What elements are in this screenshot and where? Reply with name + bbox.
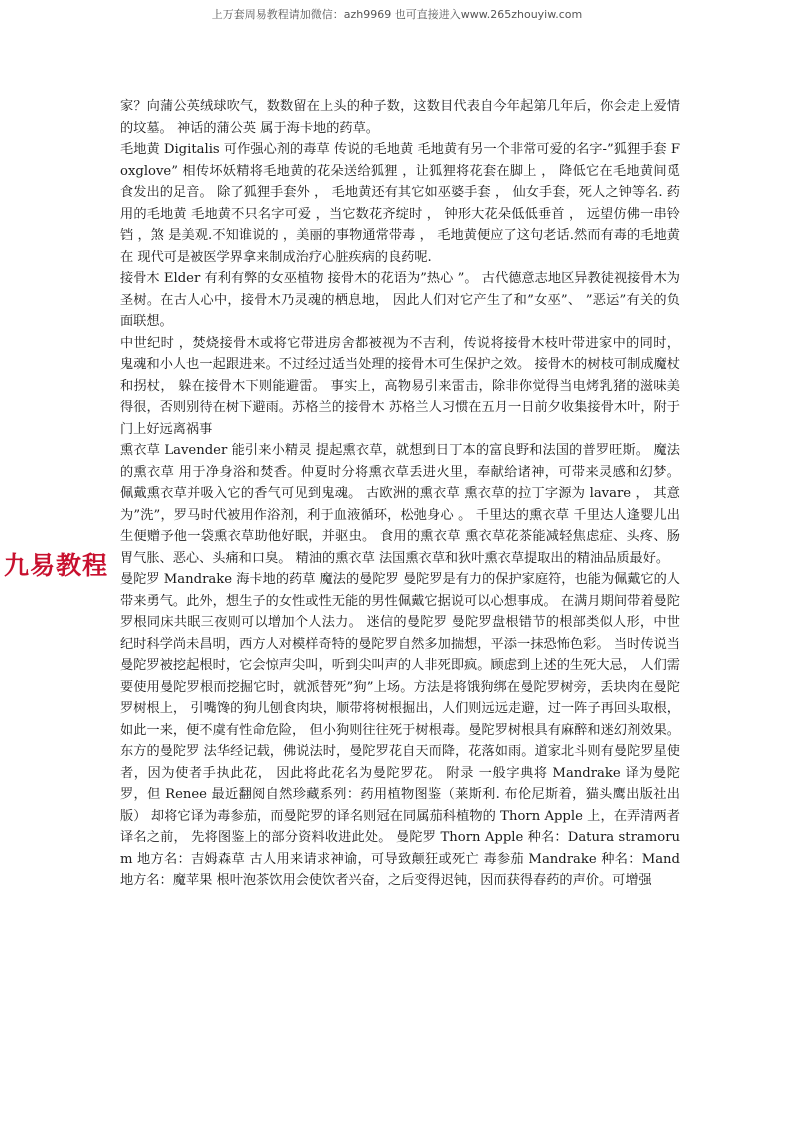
page-header: 上万套周易教程请加微信：azh9969 也可直接进入www.265zhouyiw.com: [211, 8, 583, 21]
paragraph-foxglove: 毛地黄 Digitalis 可作强心剂的毒草 传说的毛地黄 毛地黄有另一个非常可爱的名字-”狐狸手套 Foxglove” 相传坏妖精将毛地黄的花朵送给狐狸 ，让狐狸将花套在脚上 ， 降低它在毛地黄间觅食发出的足音。 除了狐狸手套外 ， 毛地黄还有其它如巫婆手套 ， 仙女手套，死人之钟等名. 药用的毛地黄 毛地黄不只名字可爱 ，当它数花齐绽时 ， 钟形大花朵低低垂首 ， 远望仿佛一串铃铛 ，煞 是美观.不知谁说的 ，美丽的事物通常带毒 ， 毛地黄便应了这句老话.然而有毒的毛地黄在 现代可是被医学界拿来制成治疗心脏疾病的良药呢.: [120, 142, 680, 265]
paragraph-mandrake: 曼陀罗 Mandrake 海卡地的药草 魔法的曼陀罗 曼陀罗是有力的保护家庭符，也能为佩戴它的人带来勇气。此外，想生子的女性或性无能的男性佩戴它据说可以心想事成。 在满月期间带着曼陀罗根同床共眠三夜则可以增加个人法力。 迷信的曼陀罗 曼陀罗盘根错节的根部类似人形，中世纪时科学尚未昌明，西方人对模样奇特的曼陀罗自然多加揣想，平添一抹恐怖色彩。 当时传说当曼陀罗被挖起根时，它会惊声尖叫，听到尖叫声的人非死即疯。顾虑到上述的生死大忌， 人们需要使用曼陀罗根而挖掘它时，就派替死”狗”上场。方法是将饿狗绑在曼陀罗树旁，丢块肉在曼陀罗树根上， 引嘴馋的狗儿刨食肉块，顺带将树根掘出，人们则远远走避，过一阵子再回头取根，如此一来，便不虞有性命危险， 但小狗则往往死于树根毒。曼陀罗树根具有麻醉和迷幻剂效果。 东方的曼陀罗 法华经记载，佛说法时，曼陀罗花自天而降，花落如雨。道家北斗则有曼陀罗星使者，因为使者手执此花， 因此将此花名为曼陀罗花。 附录 一般字典将 Mandrake 译为曼陀罗，但 Renee 最近翻阅自然珍藏系列：药用植物图鉴（莱斯利. 布伦尼斯着，猫头鹰出版社出版） 却将它译为毒参茄，而曼陀罗的译名则冠在同属茄科植物的 Thorn Apple 上，在弄清两者译名之前， 先将图鉴上的部分资料收进此处。 曼陀罗 Thorn Apple 种名：Datura stramorum 地方名：吉姆森草 古人用来请求神谕，可导致颠狂或死亡 毒参茄 Mandrake 种名：Mand 地方名：魔苹果 根叶泡茶饮用会使饮者兴奋，之后变得迟钝，因而获得春药的声价。可增强: [120, 572, 680, 888]
paragraph-dandelion: 家？向蒲公英绒球吹气，数数留在上头的种子数，这数目代表自今年起第几年后，你会走上爱情的坟墓。 神话的蒲公英 属于海卡地的药草。: [120, 99, 680, 136]
paragraph-elder: 接骨木 Elder 有利有弊的女巫植物 接骨木的花语为”热心 ”。 古代德意志地区异教徒视接骨木为圣树。在古人心中，接骨木乃灵魂的栖息地， 因此人们对它产生了和”女巫”、 ”恶运”有关的负面联想。: [120, 271, 680, 329]
paragraph-lavender: 熏衣草 Lavender 能引来小精灵 提起熏衣草，就想到日丁本的富良野和法国的普罗旺斯。 魔法的熏衣草 用于净身浴和焚香。仲夏时分将熏衣草丢进火里，奉献给诸神，可带来灵感和幻梦。 佩戴熏衣草并吸入它的香气可见到鬼魂。 古欧洲的熏衣草 熏衣草的拉丁字源为 lavare ， 其意为”洗”，罗马时代被用作浴剂，利于血液循环，松弛身心 。 千里达的熏衣草 千里达人逢婴儿出生便赠予他一袋熏衣草助他好眠，并驱虫。 食用的熏衣草 熏衣草花茶能减轻焦虑症、头疼、肠胃气胀、恶心、头痛和口臭。 精油的熏衣草 法国熏衣草和狄叶熏衣草提取出的精油品质最好。: [120, 443, 680, 566]
watermark-logo: 九易教程: [4, 551, 109, 580]
document-body: [120, 96, 680, 892]
paragraph-elder-medieval: 中世纪时 ，焚烧接骨木或将它带进房舍都被视为不吉利，传说将接骨木枝叶带进家中的同时， 鬼魂和小人也一起跟进来。不过经过适当处理的接骨木可生保护之效。 接骨木的树枝可制成魔杖和拐杖， 躲在接骨木下则能避雷。 事实上，高物易引来雷击，除非你觉得当电烤乳猪的滋味美得很，否则别待在树下避雨。苏格兰的接骨木 苏格兰人习惯在五月一日前夕收集接骨木叶，附于门上好远离祸事: [120, 335, 680, 437]
